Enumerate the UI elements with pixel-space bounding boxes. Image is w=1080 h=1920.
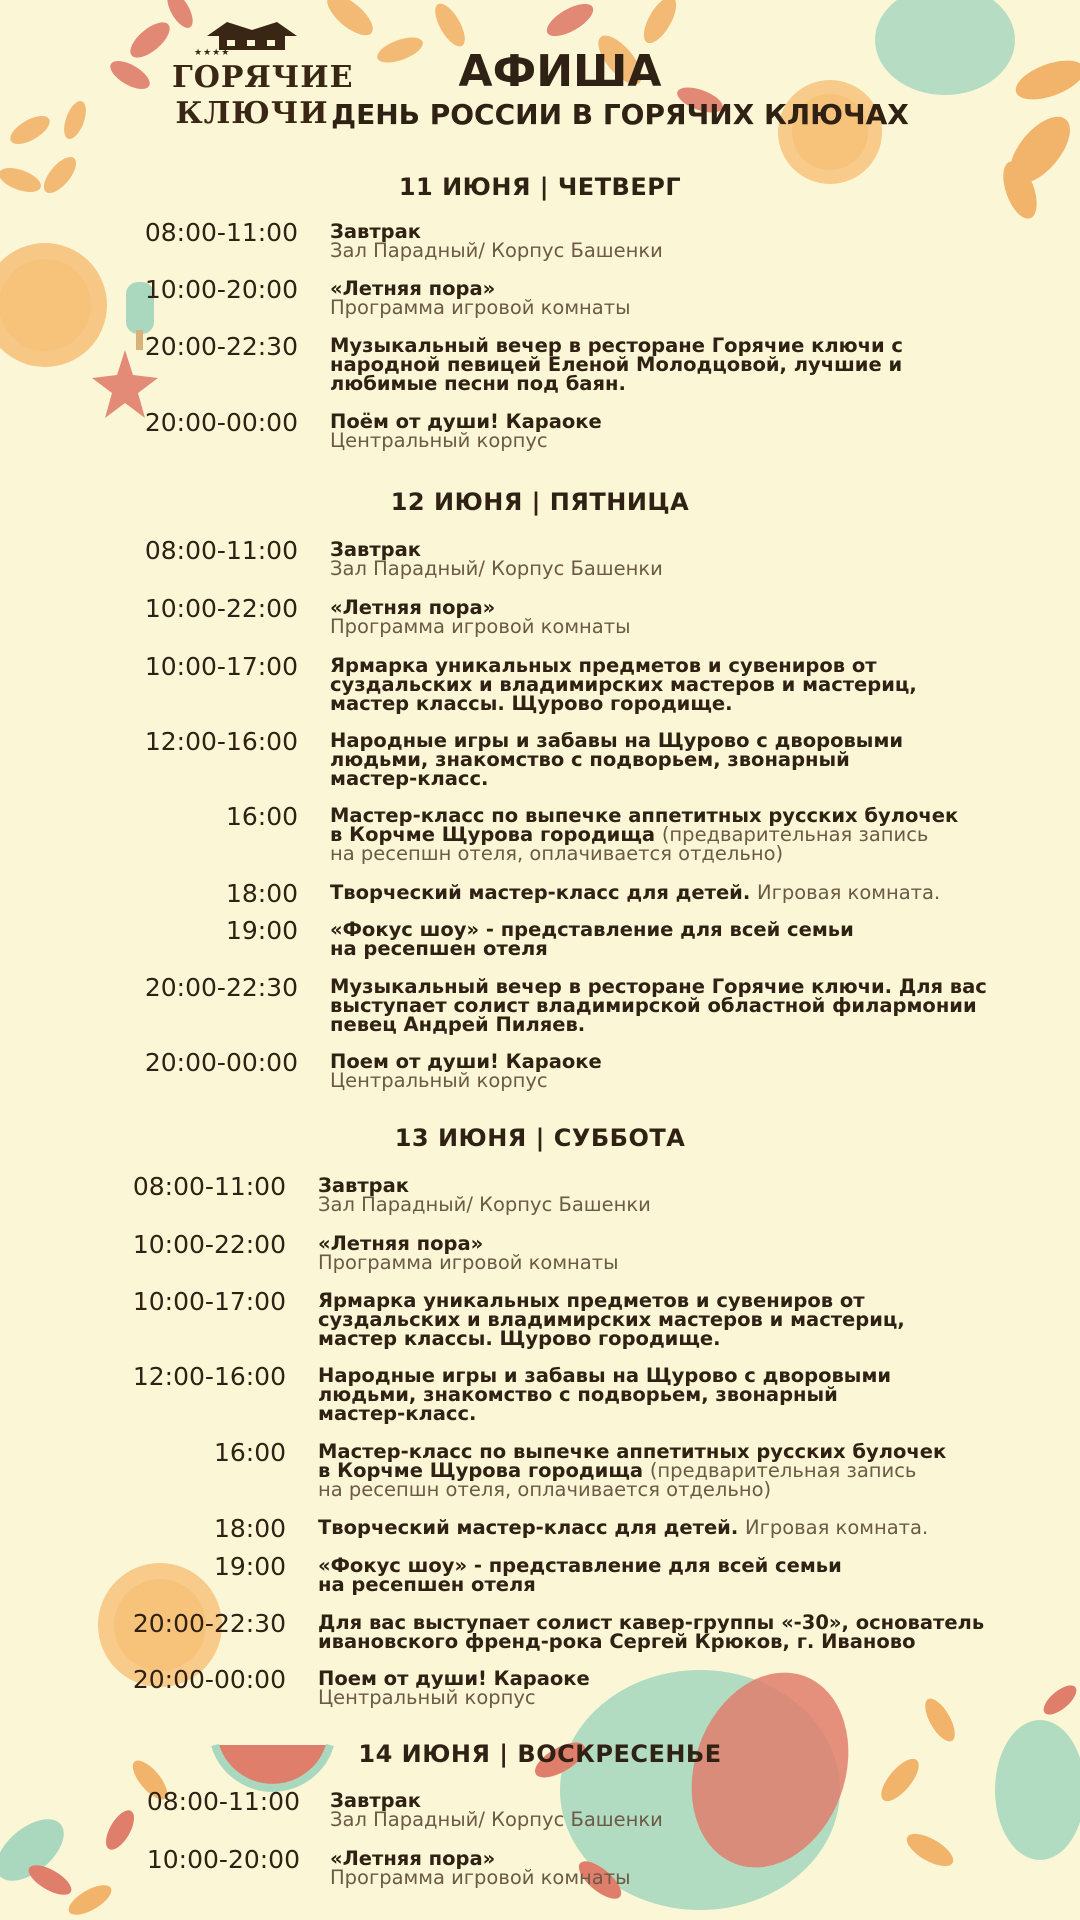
event-description xyxy=(318,1518,958,1537)
event-title-text: выступает солист владимирской областной филармонии xyxy=(330,994,977,1017)
event-detail-text: Программа игровой комнаты xyxy=(318,1251,619,1274)
event-detail-text: Программа игровой комнаты xyxy=(330,615,631,638)
event-detail-text: Центральный корпус xyxy=(318,1686,536,1709)
event-title-text: Мастер-класс по выпечке аппетитных русских булочек xyxy=(318,1440,947,1463)
event-time: 16:00 xyxy=(225,802,298,831)
event-title-text: людьми, знакомство с подворьем, звонарный xyxy=(318,1383,838,1406)
event-description xyxy=(330,731,970,788)
event-time: 20:00-00:00 xyxy=(132,1665,286,1694)
event-description xyxy=(318,1556,958,1594)
event-detail-text: Зал Парадный/ Корпус Башенки xyxy=(330,239,663,262)
event-description xyxy=(330,656,970,713)
event-title-text: в Корчме Щурова городища xyxy=(318,1459,650,1482)
event-detail-text: Центральный корпус xyxy=(330,1069,548,1092)
event-line xyxy=(318,1688,958,1707)
event-title-text: в Корчме Щурова городища xyxy=(330,823,662,846)
event-line xyxy=(318,1518,958,1537)
event-title-text: «Летняя пора» xyxy=(330,277,496,300)
event-title-text: ивановского френд-рока Сергей Крюков, г. Иваново xyxy=(318,1630,916,1653)
event-line xyxy=(318,1632,958,1651)
day-heading: 11 ИЮНЯ | ЧЕТВЕРГ xyxy=(398,173,682,201)
event-line xyxy=(318,1480,958,1499)
event-line xyxy=(330,883,970,902)
event-title-text: мастер-класс. xyxy=(318,1402,477,1425)
event-time: 08:00-11:00 xyxy=(132,1172,286,1201)
event-time: 19:00 xyxy=(213,1552,286,1581)
event-title-text: мастер классы. Щурово городище. xyxy=(318,1327,721,1350)
event-title-text: «Фокус шоу» - представление для всей семьи xyxy=(318,1554,842,1577)
event-detail-text: Программа игровой комнаты xyxy=(330,296,631,319)
event-description xyxy=(330,883,970,902)
event-detail-text: Зал Парадный/ Корпус Башенки xyxy=(318,1193,651,1216)
event-line xyxy=(330,939,970,958)
event-line xyxy=(330,1868,970,1887)
event-detail-text: (предварительная запись xyxy=(649,1459,917,1482)
event-title-text: «Летняя пора» xyxy=(330,1847,496,1870)
event-time: 20:00-00:00 xyxy=(144,1048,298,1077)
event-title-text: Творческий мастер-класс для детей. xyxy=(318,1516,746,1539)
event-time: 16:00 xyxy=(213,1438,286,1467)
event-line xyxy=(330,769,970,788)
event-title-text: «Фокус шоу» - представление для всей семьи xyxy=(330,918,854,941)
event-title-text: Музыкальный вечер в ресторане Горячие ключи. Для вас xyxy=(330,975,987,998)
event-description xyxy=(330,222,970,260)
event-line xyxy=(330,431,970,450)
event-title-text: мастер классы. Щурово городище. xyxy=(330,692,733,715)
event-detail-text: Игровая комната. xyxy=(745,1516,929,1539)
logo-line-2: КЛЮЧИ xyxy=(175,96,329,131)
event-description xyxy=(330,598,970,636)
event-line xyxy=(318,1575,958,1594)
event-time: 10:00-17:00 xyxy=(132,1287,286,1316)
event-description xyxy=(318,1669,958,1707)
event-title-text: Народные игры и забавы на Щурово с дворовыми xyxy=(318,1364,892,1387)
event-description xyxy=(330,920,970,958)
event-line xyxy=(330,559,970,578)
event-time: 20:00-22:30 xyxy=(144,973,298,1002)
event-line xyxy=(330,1810,970,1829)
event-title-text: Музыкальный вечер в ресторане Горячие ключи с xyxy=(330,334,903,357)
event-description xyxy=(318,1366,958,1423)
event-line xyxy=(330,1015,970,1034)
event-title-text: суздальских и владимирских мастеров и мастериц, xyxy=(330,673,917,696)
event-title-text: любимые песни под баян. xyxy=(330,372,626,395)
event-description xyxy=(330,1791,970,1829)
event-line xyxy=(318,1253,958,1272)
event-time: 18:00 xyxy=(213,1514,286,1543)
event-detail-text: на ресепшн отеля, оплачивается отдельно) xyxy=(318,1478,772,1501)
event-line xyxy=(330,298,970,317)
event-description xyxy=(330,1052,970,1090)
event-line xyxy=(318,1404,958,1423)
event-title-text: Ярмарка уникальных предметов и сувениров от xyxy=(330,654,877,677)
event-description xyxy=(330,975,987,1036)
event-title-text: на ресепшен отеля xyxy=(330,937,548,960)
event-detail-text: Центральный корпус xyxy=(330,429,548,452)
event-line xyxy=(318,1329,958,1348)
page-title: АФИША xyxy=(458,46,662,97)
event-title-text: Творческий мастер-класс для детей. xyxy=(330,881,758,904)
event-time: 20:00-22:30 xyxy=(132,1609,286,1638)
logo-stars: ★★★★ xyxy=(194,48,231,58)
event-time: 08:00-11:00 xyxy=(146,1787,300,1816)
event-time: 12:00-16:00 xyxy=(132,1362,286,1391)
event-description xyxy=(330,279,970,317)
event-description xyxy=(330,336,970,393)
event-time: 10:00-22:00 xyxy=(144,594,298,623)
event-title-text: Поем от души! Караоке xyxy=(318,1667,590,1690)
event-description xyxy=(318,1234,958,1272)
day-heading: 12 ИЮНЯ | ПЯТНИЦА xyxy=(390,488,690,516)
event-description xyxy=(318,1611,985,1653)
event-description xyxy=(318,1291,958,1348)
event-description xyxy=(318,1442,958,1499)
event-line xyxy=(330,1071,970,1090)
event-detail-text: Зал Парадный/ Корпус Башенки xyxy=(330,1808,663,1831)
logo-line-1: ГОРЯЧИЕ xyxy=(172,60,354,95)
event-time: 18:00 xyxy=(225,879,298,908)
event-time: 20:00-22:30 xyxy=(144,332,298,361)
event-detail-text: (предварительная запись xyxy=(661,823,929,846)
event-title-text: народной певицей Еленой Молодцовой, лучшие и xyxy=(330,353,903,376)
event-line xyxy=(330,241,970,260)
day-heading: 13 ИЮНЯ | СУББОТА xyxy=(394,1124,686,1152)
event-title-text: Завтрак xyxy=(330,538,422,561)
event-title-text: Поем от души! Караоке xyxy=(330,1050,602,1073)
event-line xyxy=(330,694,970,713)
event-title-text: Народные игры и забавы на Щурово с дворовыми xyxy=(330,729,904,752)
event-description xyxy=(330,412,970,450)
event-time: 08:00-11:00 xyxy=(144,536,298,565)
event-detail-text: Игровая комната. xyxy=(757,881,941,904)
event-title-text: людьми, знакомство с подворьем, звонарный xyxy=(330,748,850,771)
page-subtitle: ДЕНЬ РОССИИ В ГОРЯЧИХ КЛЮЧАХ xyxy=(331,98,909,131)
event-line xyxy=(330,374,970,393)
event-detail-text: на ресепшн отеля, оплачивается отдельно) xyxy=(330,842,784,865)
event-title-text: Завтрак xyxy=(318,1174,410,1197)
event-time: 12:00-16:00 xyxy=(144,727,298,756)
event-detail-text: Зал Парадный/ Корпус Башенки xyxy=(330,557,663,580)
event-title-text: «Летняя пора» xyxy=(330,596,496,619)
event-description xyxy=(330,540,970,578)
event-title-text: «Летняя пора» xyxy=(318,1232,484,1255)
event-title-text: Мастер-класс по выпечке аппетитных русских булочек xyxy=(330,804,959,827)
event-time: 10:00-20:00 xyxy=(144,275,298,304)
event-title-text: Для вас выступает солист кавер-группы «-30», основатель xyxy=(318,1611,985,1634)
event-time: 20:00-00:00 xyxy=(144,408,298,437)
event-time: 19:00 xyxy=(225,916,298,945)
event-time: 10:00-22:00 xyxy=(132,1230,286,1259)
event-detail-text: Программа игровой комнаты xyxy=(330,1866,631,1889)
event-title-text: певец Андрей Пиляев. xyxy=(330,1013,586,1036)
event-title-text: суздальских и владимирских мастеров и мастериц, xyxy=(318,1308,905,1331)
event-line xyxy=(330,844,970,863)
event-description xyxy=(330,1849,970,1887)
event-title-text: Завтрак xyxy=(330,1789,422,1812)
event-title-text: Ярмарка уникальных предметов и сувениров от xyxy=(318,1289,865,1312)
event-line xyxy=(318,1195,958,1214)
event-time: 10:00-17:00 xyxy=(144,652,298,681)
event-description xyxy=(318,1176,958,1214)
event-title-text: Поём от души! Караоке xyxy=(330,410,602,433)
event-title-text: на ресепшен отеля xyxy=(318,1573,536,1596)
event-description xyxy=(330,806,970,863)
event-title-text: Завтрак xyxy=(330,220,422,243)
event-title-text: мастер-класс. xyxy=(330,767,489,790)
event-time: 08:00-11:00 xyxy=(144,218,298,247)
event-time: 10:00-20:00 xyxy=(146,1845,300,1874)
day-heading: 14 ИЮНЯ | ВОСКРЕСЕНЬЕ xyxy=(358,1740,722,1768)
event-line xyxy=(330,617,970,636)
